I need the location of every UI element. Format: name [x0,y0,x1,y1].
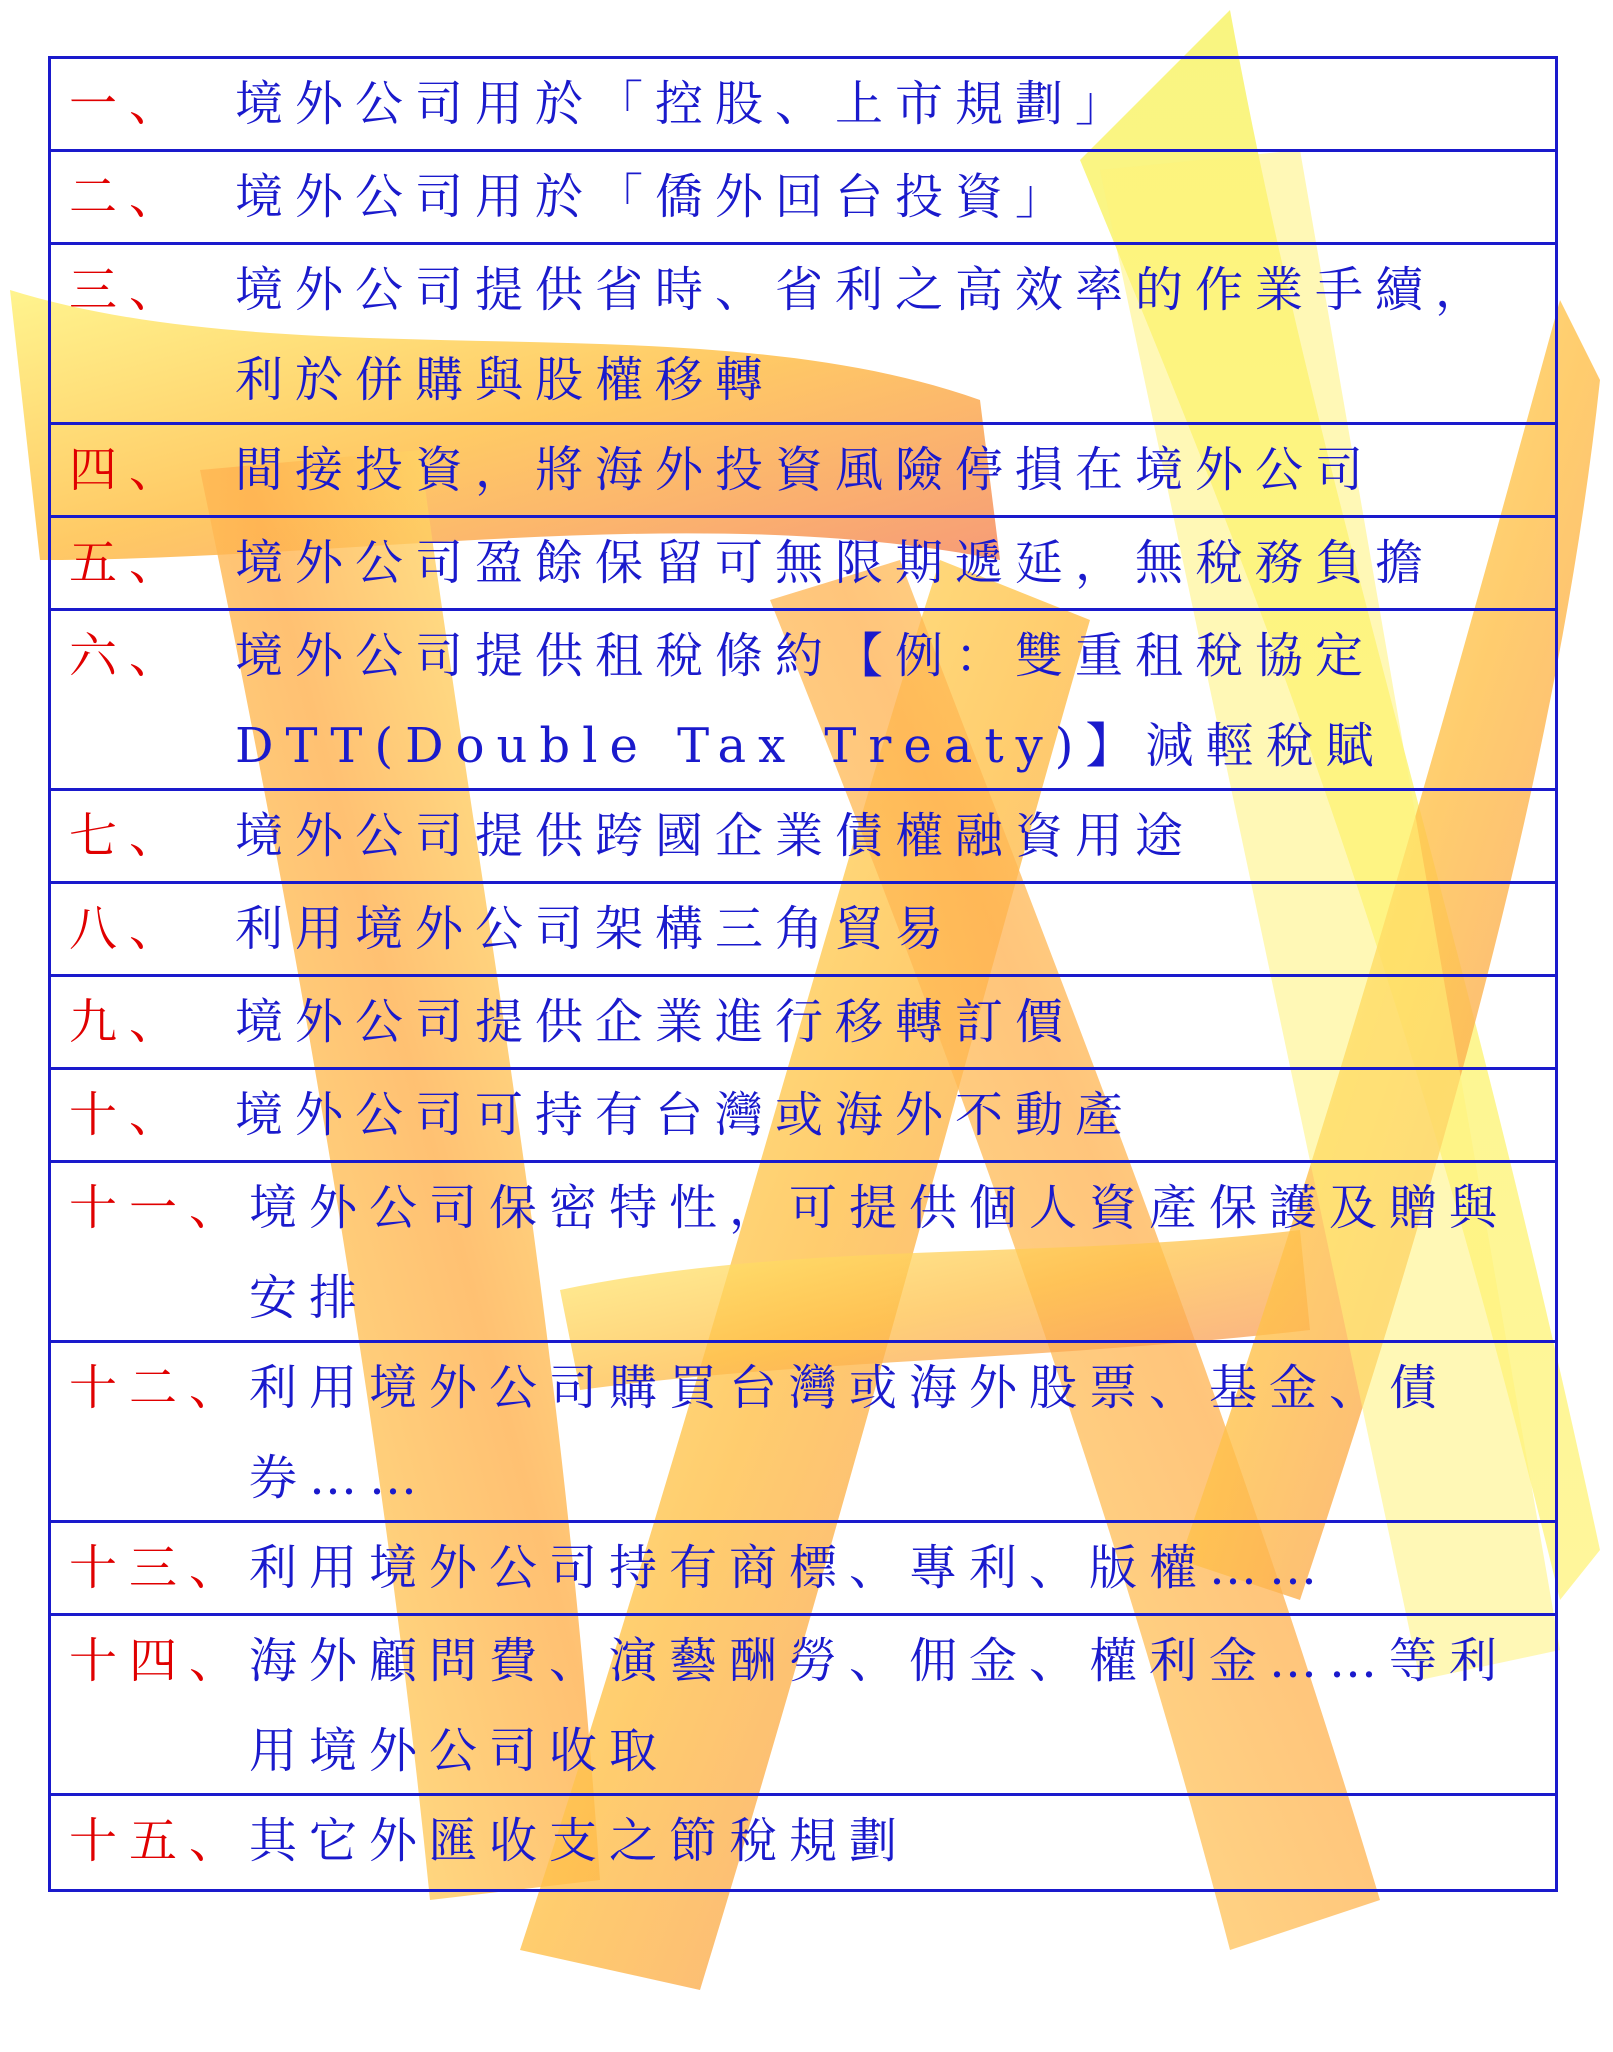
item-number: 十二、 [69,1360,250,1416]
list-item [51,1163,1555,1343]
item-text: 境外公司提供租稅條約【例：雙重租稅協定 DTT(Double Tax Treaty)】減輕稅賦 [235,628,1386,774]
benefits-table [48,56,1558,1892]
item-text: 境外公司用於「控股、上市規劃」 [235,76,1136,132]
item-text: 境外公司提供跨國企業債權融資用途 [235,808,1196,864]
list-item [51,1343,1555,1523]
item-text: 境外公司用於「僑外回台投資」 [235,169,1076,225]
list-item [51,1616,1555,1796]
item-number: 四、 [69,442,190,498]
item-text: 境外公司提供省時、省利之高效率的作業手續，利於併購與股權移轉 [235,262,1496,408]
item-number: 十三、 [69,1540,250,1596]
item-text: 境外公司可持有台灣或海外不動產 [235,1087,1136,1143]
item-number: 十五、 [69,1813,250,1869]
list-item [51,1523,1555,1616]
item-number: 七、 [69,808,190,864]
item-text: 境外公司盈餘保留可無限期遞延，無稅務負擔 [235,535,1436,591]
list-item [51,152,1555,245]
list-item [51,59,1555,152]
list-item [51,518,1555,611]
list-item [51,977,1555,1070]
item-text: 間接投資，將海外投資風險停損在境外公司 [235,442,1376,498]
item-text: 境外公司保密特性，可提供個人資產保護及贈與安排 [249,1180,1510,1326]
list-item [51,1070,1555,1163]
item-number: 二、 [69,169,190,225]
list-item [51,245,1555,425]
list-item [51,791,1555,884]
item-text: 境外公司提供企業進行移轉訂價 [235,994,1076,1050]
item-number: 六、 [69,628,190,684]
item-number: 十、 [69,1087,190,1143]
item-text: 其它外匯收支之節稅規劃 [249,1813,910,1869]
list-item [51,884,1555,977]
list-item [51,1796,1555,1889]
item-text: 利用境外公司購買台灣或海外股票、基金、債券…… [249,1360,1450,1506]
item-number: 一、 [69,76,190,132]
item-number: 十一、 [69,1180,250,1236]
item-text: 海外顧問費、演藝酬勞、佣金、權利金……等利用境外公司收取 [249,1633,1510,1779]
list-item [51,611,1555,791]
list-item [51,425,1555,518]
item-number: 三、 [69,262,190,318]
item-number: 五、 [69,535,190,591]
item-text: 利用境外公司持有商標、專利、版權…… [249,1540,1330,1596]
item-number: 八、 [69,901,190,957]
item-text: 利用境外公司架構三角貿易 [235,901,956,957]
item-number: 十四、 [69,1633,250,1689]
item-number: 九、 [69,994,190,1050]
